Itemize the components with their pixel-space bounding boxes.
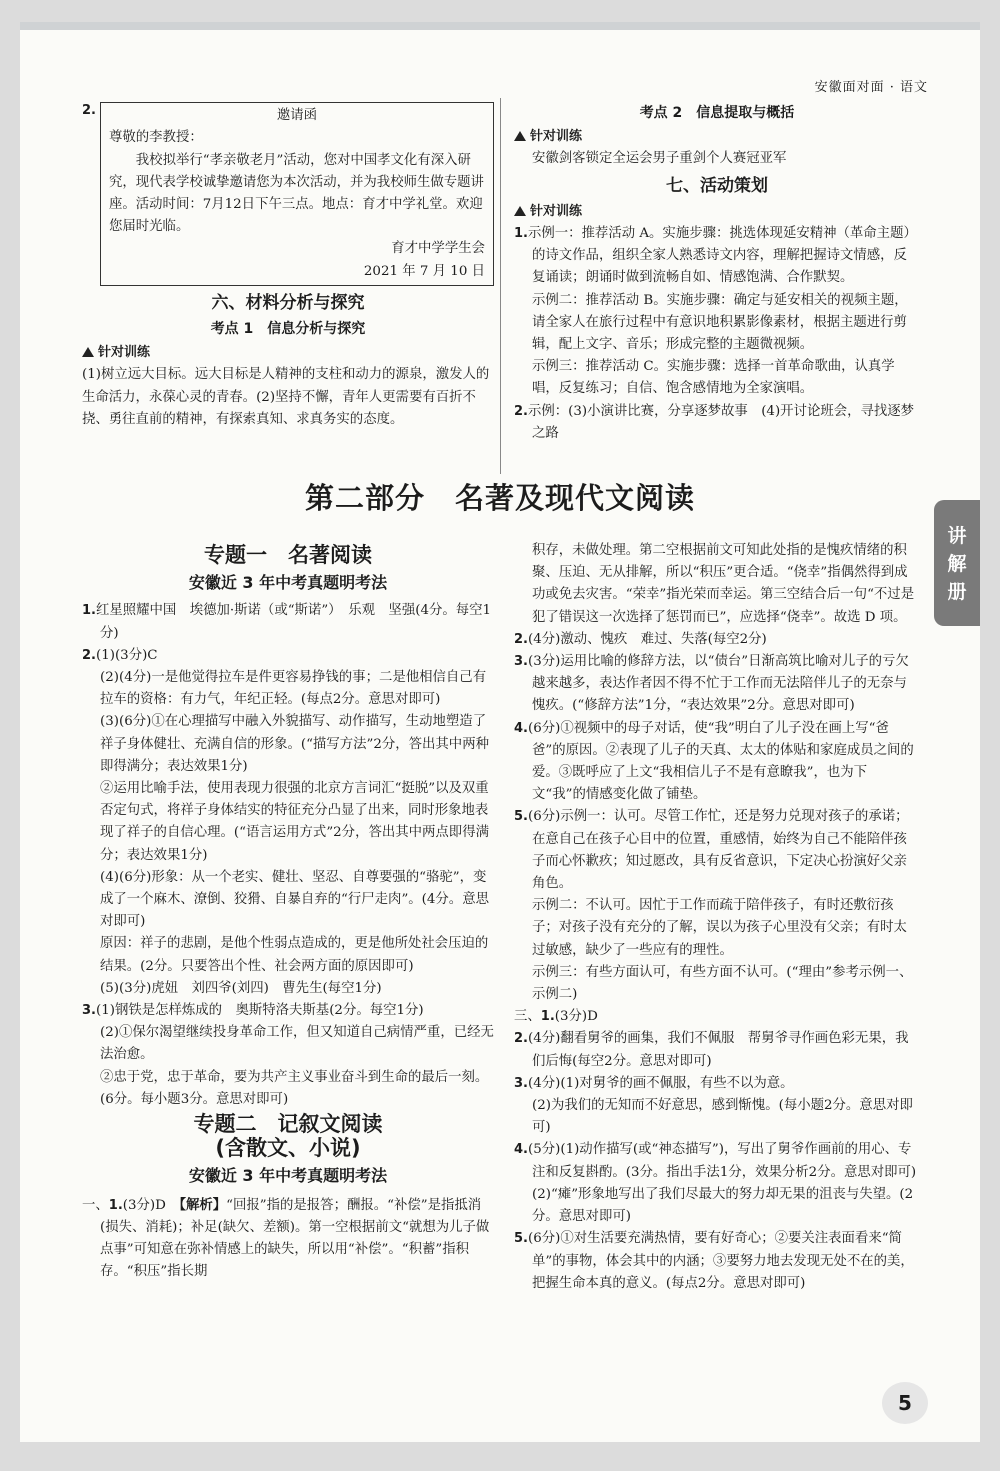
narrative-q3: 3.(3分)运用比喻的修辞方法，以“债台”日渐高筑比喻对儿子的亏欠越来越多，表达作者因不得不忙于工作而无法陪伴儿子的无奈与愧疚。(“修辞方法”1分，“表达效果”2分。意思对即可)	[514, 654, 909, 714]
letter-salutation: 尊敬的李教授：	[109, 130, 203, 146]
topic-1-title: 专题一 名著阅读	[204, 543, 372, 567]
training-label: 针对训练	[514, 126, 920, 148]
side-tab-char: 讲	[947, 525, 967, 547]
kaodian-2-title: 考点 2 信息提取与概括	[639, 105, 795, 121]
classic-q2-3b: ②运用比喻手法，使用表现力很强的北京方言词汇“挺脱”以及双重否定句式，将祥子身体结实的特征充分凸显了出来，同时形象地表现了祥子的自信心理。(“语言运用方式”2分，答出其中两点即得满分；表达效果1分)	[100, 781, 489, 863]
side-tab	[934, 500, 980, 626]
classic-q2-2: (2)(4分)一是他觉得拉车是件更容易挣钱的事；二是他相信自己有拉车的资格：有力气，年纪正轻。(每点2分。意思对即可)	[100, 670, 487, 708]
running-header: 安徽面对面 · 语文	[814, 80, 928, 95]
training-label: 针对训练	[82, 342, 494, 364]
classic-q3-2b: ②忠于党，忠于革命，要为共产主义事业奋斗到生命的最后一刻。(6分。每小题3分。意思对即可)	[100, 1069, 489, 1107]
right-top-column	[514, 100, 920, 445]
classic-q2-3: (3)(6分)①在心理描写中融入外貌描写、动作描写，生动地塑造了祥子身体健壮、充满自信的形象。(“描写方法”2分，答出其中两种即得满分；表达效果1分)	[100, 714, 489, 774]
part-title: 第二部分 名著及现代文阅读	[304, 481, 695, 515]
narrative-q1: 一、1.(3分)D 【解析】“回报”指的是报答；酬报。“补偿”是指抵消(损失、消耗)；补足(缺欠、差额)。第一空根据前文“就想为儿子做点事”可知意在弥补情感上的缺失，所以用“补偿”。“积蓄”指积存。“积压”指长期	[82, 1196, 490, 1280]
topic-2-subtitle: (含散文、小说)	[215, 1136, 361, 1161]
section3-q3: 3.(4分)(1)对舅爷的画不佩服，有些不以为意。	[514, 1075, 794, 1091]
classic-q2-4: (4)(6分)形象：从一个老实、健壮、坚忍、自尊要强的“骆驼”，变成了一个麻木、潦倒、狡猾、自暴自弃的“行尸走肉”。(4分。意思对即可)	[100, 869, 489, 930]
activity-q1-example1: 1.示例一：推荐活动 A。实施步骤：挑选体现延安精神（革命主题）的诗文作品，组织全家人熟悉诗文内容，理解把握诗文情感，反复诵读；朗诵时做到流畅自如、情感饱满、合作默契。	[514, 226, 917, 286]
left-bottom-column	[82, 540, 494, 1284]
activity-q1-example3: 示例三：推荐活动 C。实施步骤：选择一首革命歌曲，认真学唱，反复练习；自信、饱含感情地为全家演唱。	[532, 359, 895, 397]
section-6-title: 六、材料分析与探究	[211, 292, 365, 313]
triangle-icon	[82, 347, 94, 357]
classic-q3-1: 3.(1)钢铁是怎样炼成的 奥斯特洛夫斯基(2分。每空1分)	[82, 1003, 424, 1019]
invitation-letter-box	[100, 102, 494, 286]
top-bar	[20, 22, 980, 30]
right-bottom-column	[514, 540, 920, 1295]
activity-q1-example2: 示例二：推荐活动 B。实施步骤：确定与延安相关的视频主题，请全家人在旅行过程中有意识地积累影像素材，根据主题进行剪辑，配上文字、音乐；形成完整的主题微视频。	[532, 292, 908, 353]
activity-q2: 2.示例：(3)小演讲比赛，分享逐梦故事 (4)开讨论班会，寻找逐梦之路	[514, 403, 915, 441]
classic-q2-4b: 原因：祥子的悲剧，是他个性弱点造成的，更是他所处社会压迫的结果。(2分。只要答出个性、社会两方面的原因即可)	[100, 936, 489, 974]
section3-q2: 2.(4分)翻看舅爷的画集，我们不佩服 帮舅爷寻作画色彩无果，我们后悔(每空2分。意思对即可)	[514, 1031, 909, 1069]
section3-q1: 三、1.(3分)D	[514, 1009, 598, 1025]
triangle-icon	[514, 206, 526, 216]
classic-q2-5: (5)(3分)虎妞 刘四爷(刘四) 曹先生(每空1分)	[100, 980, 382, 996]
section3-q3b: (2)为我们的无知而不好意思，感到惭愧。(每小题2分。意思对即可)	[532, 1098, 913, 1136]
left-top-column	[82, 100, 494, 431]
section3-q4: 4.(5分)(1)动作描写(或“神态描写”)，写出了舅爷作画前的用心、专注和反复斟酌。(3分。指出手法1分，效果分析2分。意思对即可)	[514, 1142, 917, 1180]
topic-2-title: 专题二 记叙文阅读	[193, 1112, 383, 1137]
letter-date: 2021 年 7 月 10 日	[363, 263, 485, 279]
column-divider	[500, 98, 501, 474]
narrative-q2: 2.(4分)激动、愧疚 难过、失落(每空2分)	[514, 631, 767, 647]
classic-q2-1: 2.(1)(3分)C	[82, 647, 158, 663]
letter-title: 邀请函	[276, 108, 318, 124]
narrative-q5-example3: 示例三：有些方面认可，有些方面不认可。(“理由”参考示例一、示例二)	[532, 964, 913, 1003]
exam-method-heading: 安徽近 3 年中考真题明考法	[188, 1166, 388, 1186]
training-label: 针对训练	[514, 201, 920, 223]
answer-kaodian-2: 安徽剑客锁定全运会男子重剑个人赛冠亚军	[532, 151, 787, 167]
section-7-title: 七、活动策划	[666, 175, 768, 196]
side-tab-char: 解	[947, 553, 967, 575]
narrative-q4: 4.(6分)①视频中的母子对话，使“我”明白了儿子没在画上写“爸爸”的原因。②表现了儿子的天真、太太的体贴和家庭成员之间的爱。③既呼应了上文“我相信儿子不是有意瞭我”，也为下文“我”的情感变化做了铺垫。	[514, 720, 914, 803]
letter-body: 我校拟举行“孝亲敬老月”活动，您对中国孝文化有深入研究，现代表学校诚挚邀请您为本次活动，并为我校师生做专题讲座。活动时间：7月12日下午三点。地点：育才中学礼堂。欢迎您届时光临。	[109, 152, 484, 235]
classic-q3-2: (2)①保尔渴望继续投身革命工作，但又知道自己病情严重，已经无法治愈。	[100, 1025, 494, 1063]
classic-q1: 1.红星照耀中国 埃德加·斯诺（或“斯诺”） 乐观 坚强(4分。每空1分)	[82, 603, 492, 641]
section3-q5: 5.(6分)①对生活要充满热情，要有好奇心；②要关注表面看来“简单”的事物，体会其中的内涵；③要努力地去发现无处不在的美，把握生命本真的意义。(每点2分。意思对即可)	[514, 1231, 914, 1291]
narrative-q1-continued: 积存，未做处理。第二空根据前文可知此处指的是愧疚情绪的积聚、压迫、无从排解，所以“积压”更合适。“侥幸”指偶然得到成功或免去灾害。“荣幸”指光荣而幸运。第三空结合后一句“不过是犯了错误这一次选择了惩罚而已”，应选择“侥幸”。故选 D 项。	[532, 543, 915, 625]
triangle-icon	[514, 131, 526, 141]
narrative-q5: 5.(6分)示例一：认可。尽管工作忙，还是努力兑现对孩子的承诺；在意自己在孩子心目中的位置，重感情，始终为自己不能陪伴孩子而心怀歉疚；知过愿改，具有反省意识，下定决心扮演好父亲角色。	[514, 809, 909, 892]
exam-method-heading: 安徽近 3 年中考真题明考法	[188, 573, 388, 593]
narrative-q5-example2: 示例二：不认可。因忙于工作而疏于陪伴孩子，有时还敷衍孩子；对孩子没有充分的了解，误以为孩子心里没有父亲；有时太过敏感，缺少了一些应有的理性。	[532, 898, 907, 958]
section3-q4b: (2)“瘫”形象地写出了我们尽最大的努力却无果的沮丧与失望。(2分。意思对即可)	[532, 1186, 914, 1225]
letter-signer: 育才中学学生会	[391, 241, 485, 257]
question-number: 2.	[82, 103, 96, 118]
kaodian-1-title: 考点 1 信息分析与探究	[210, 321, 366, 338]
page-number: 5	[882, 1382, 928, 1424]
answer-section-6: (1)树立远大目标。远大目标是人精神的支柱和动力的源泉，激发人的生命活力，永葆心灵的青春。(2)坚持不懈，青年人更需要有百折不挠、勇往直前的精神，有探索真知、求真务实的态度。	[82, 367, 490, 427]
side-tab-char: 册	[947, 581, 967, 603]
